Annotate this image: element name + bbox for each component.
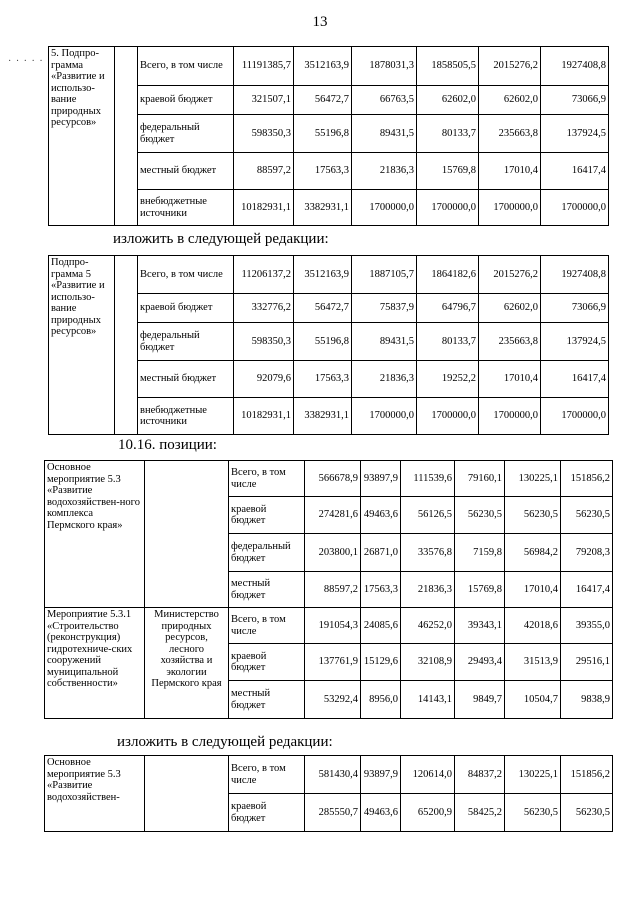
empty-cell <box>115 47 138 226</box>
amount-cell: 56472,7 <box>294 86 352 115</box>
budget-category: Всего, в том числе <box>229 461 305 497</box>
table-row <box>49 256 609 294</box>
amount-cell: 151856,2 <box>561 461 613 497</box>
amount-cell: 1887105,7 <box>352 256 417 294</box>
amount-cell: 33576,8 <box>401 534 455 572</box>
amount-cell: 598350,3 <box>234 323 294 361</box>
amount-cell: 1858505,5 <box>417 47 479 86</box>
amount-cell: 274281,6 <box>305 497 361 534</box>
amount-cell: 191054,3 <box>305 608 361 644</box>
budget-category: федеральный бюджет <box>138 323 234 361</box>
program-label: 5. Подпро-грамма «Развитие и использо-вание природных ресурсов» <box>49 47 115 226</box>
amount-cell: 235663,8 <box>479 115 541 153</box>
section-heading: 10.16. позиции: <box>118 437 217 453</box>
table-subprogram-5-old <box>48 46 609 226</box>
amount-cell: 73066,9 <box>541 86 609 115</box>
amount-cell: 56230,5 <box>561 794 613 832</box>
table-measure-5-3-old <box>44 460 613 719</box>
amount-cell: 16417,4 <box>561 572 613 608</box>
amount-cell: 11206137,2 <box>234 256 294 294</box>
amount-cell: 16417,4 <box>541 153 609 190</box>
amount-cell: 3512163,9 <box>294 256 352 294</box>
table-measure-5-3-new <box>44 755 613 832</box>
amount-cell: 56230,5 <box>505 794 561 832</box>
amount-cell: 14143,1 <box>401 681 455 719</box>
amount-cell: 17563,3 <box>294 153 352 190</box>
instruction-text: изложить в следующей редакции: <box>113 231 329 247</box>
amount-cell: 581430,4 <box>305 756 361 794</box>
amount-cell: 56230,5 <box>505 497 561 534</box>
amount-cell: 49463,6 <box>361 497 401 534</box>
amount-cell: 1700000,0 <box>352 398 417 435</box>
amount-cell: 64796,7 <box>417 294 479 323</box>
amount-cell: 46252,0 <box>401 608 455 644</box>
instruction-text-2: изложить в следующей редакции: <box>117 734 333 750</box>
amount-cell: 137924,5 <box>541 115 609 153</box>
budget-category: краевой бюджет <box>138 86 234 115</box>
measure-label: Основное мероприятие 5.3 «Развитие водохозяйствен-ного комплекса Пермского края» <box>45 461 145 608</box>
amount-cell: 53292,4 <box>305 681 361 719</box>
empty-cell <box>145 756 229 832</box>
amount-cell: 15129,6 <box>361 644 401 681</box>
amount-cell: 111539,6 <box>401 461 455 497</box>
budget-category: краевой бюджет <box>229 794 305 832</box>
amount-cell: 130225,1 <box>505 756 561 794</box>
table-row <box>45 608 613 644</box>
amount-cell: 2015276,2 <box>479 47 541 86</box>
amount-cell: 235663,8 <box>479 323 541 361</box>
amount-cell: 92079,6 <box>234 361 294 398</box>
table-subprogram-5-new <box>48 255 609 435</box>
amount-cell: 80133,7 <box>417 323 479 361</box>
amount-cell: 1864182,6 <box>417 256 479 294</box>
budget-category: краевой бюджет <box>229 497 305 534</box>
table-row <box>45 756 613 794</box>
amount-cell: 88597,2 <box>234 153 294 190</box>
amount-cell: 42018,6 <box>505 608 561 644</box>
amount-cell: 56126,5 <box>401 497 455 534</box>
measure-label: Мероприятие 5.3.1 «Строительство (реконструкция) гидротехниче-ских сооружений муниципальной собственности» <box>45 608 145 719</box>
amount-cell: 1927408,8 <box>541 256 609 294</box>
amount-cell: 17010,4 <box>479 361 541 398</box>
budget-category: местный бюджет <box>138 153 234 190</box>
amount-cell: 203800,1 <box>305 534 361 572</box>
empty-cell <box>115 256 138 435</box>
table-row <box>49 47 609 86</box>
amount-cell: 130225,1 <box>505 461 561 497</box>
amount-cell: 1700000,0 <box>479 398 541 435</box>
amount-cell: 16417,4 <box>541 361 609 398</box>
amount-cell: 31513,9 <box>505 644 561 681</box>
amount-cell: 120614,0 <box>401 756 455 794</box>
amount-cell: 15769,8 <box>417 153 479 190</box>
amount-cell: 1927408,8 <box>541 47 609 86</box>
amount-cell: 93897,9 <box>361 461 401 497</box>
amount-cell: 3382931,1 <box>294 190 352 226</box>
amount-cell: 17563,3 <box>361 572 401 608</box>
amount-cell: 3382931,1 <box>294 398 352 435</box>
amount-cell: 10182931,1 <box>234 398 294 435</box>
amount-cell: 19252,2 <box>417 361 479 398</box>
amount-cell: 88597,2 <box>305 572 361 608</box>
budget-category: Всего, в том числе <box>138 47 234 86</box>
amount-cell: 17563,3 <box>294 361 352 398</box>
budget-category: Всего, в том числе <box>229 608 305 644</box>
amount-cell: 332776,2 <box>234 294 294 323</box>
amount-cell: 21836,3 <box>352 361 417 398</box>
amount-cell: 17010,4 <box>479 153 541 190</box>
amount-cell: 1700000,0 <box>541 398 609 435</box>
budget-category: внебюджетные источники <box>138 398 234 435</box>
budget-category: федеральный бюджет <box>138 115 234 153</box>
amount-cell: 137761,9 <box>305 644 361 681</box>
amount-cell: 66763,5 <box>352 86 417 115</box>
amount-cell: 1700000,0 <box>417 398 479 435</box>
amount-cell: 93897,9 <box>361 756 401 794</box>
budget-category: Всего, в том числе <box>229 756 305 794</box>
amount-cell: 55196,8 <box>294 323 352 361</box>
amount-cell: 39343,1 <box>455 608 505 644</box>
page-number: 13 <box>312 14 328 30</box>
program-label: Подпро-грамма 5 «Развитие и использо-вание природных ресурсов» <box>49 256 115 435</box>
amount-cell: 49463,6 <box>361 794 401 832</box>
budget-category: внебюджетные источники <box>138 190 234 226</box>
program-label: Основное мероприятие 5.3 «Развитие водохозяйствен- <box>45 756 145 832</box>
responsible-executor <box>145 461 229 608</box>
budget-category: местный бюджет <box>229 572 305 608</box>
amount-cell: 321507,1 <box>234 86 294 115</box>
budget-category: федеральный бюджет <box>229 534 305 572</box>
budget-category: местный бюджет <box>229 681 305 719</box>
amount-cell: 8956,0 <box>361 681 401 719</box>
amount-cell: 1700000,0 <box>541 190 609 226</box>
amount-cell: 21836,3 <box>352 153 417 190</box>
amount-cell: 56984,2 <box>505 534 561 572</box>
responsible-executor: Министерство природных ресурсов, лесного хозяйства и экологии Пермского края <box>145 608 229 719</box>
amount-cell: 598350,3 <box>234 115 294 153</box>
amount-cell: 17010,4 <box>505 572 561 608</box>
amount-cell: 151856,2 <box>561 756 613 794</box>
amount-cell: 79160,1 <box>455 461 505 497</box>
amount-cell: 10504,7 <box>505 681 561 719</box>
amount-cell: 285550,7 <box>305 794 361 832</box>
amount-cell: 3512163,9 <box>294 47 352 86</box>
amount-cell: 2015276,2 <box>479 256 541 294</box>
amount-cell: 7159,8 <box>455 534 505 572</box>
amount-cell: 89431,5 <box>352 115 417 153</box>
amount-cell: 566678,9 <box>305 461 361 497</box>
amount-cell: 137924,5 <box>541 323 609 361</box>
amount-cell: 56230,5 <box>561 497 613 534</box>
amount-cell: 32108,9 <box>401 644 455 681</box>
amount-cell: 56230,5 <box>455 497 505 534</box>
amount-cell: 10182931,1 <box>234 190 294 226</box>
amount-cell: 1700000,0 <box>352 190 417 226</box>
amount-cell: 26871,0 <box>361 534 401 572</box>
amount-cell: 29493,4 <box>455 644 505 681</box>
amount-cell: 89431,5 <box>352 323 417 361</box>
budget-category: местный бюджет <box>138 361 234 398</box>
amount-cell: 62602,0 <box>479 294 541 323</box>
amount-cell: 11191385,7 <box>234 47 294 86</box>
budget-category: Всего, в том числе <box>138 256 234 294</box>
amount-cell: 1700000,0 <box>479 190 541 226</box>
amount-cell: 24085,6 <box>361 608 401 644</box>
amount-cell: 75837,9 <box>352 294 417 323</box>
amount-cell: 55196,8 <box>294 115 352 153</box>
amount-cell: 39355,0 <box>561 608 613 644</box>
amount-cell: 29516,1 <box>561 644 613 681</box>
amount-cell: 21836,3 <box>401 572 455 608</box>
amount-cell: 1878031,3 <box>352 47 417 86</box>
amount-cell: 62602,0 <box>479 86 541 115</box>
margin-marks: · · · · · <box>8 56 44 67</box>
amount-cell: 62602,0 <box>417 86 479 115</box>
budget-category: краевой бюджет <box>229 644 305 681</box>
amount-cell: 65200,9 <box>401 794 455 832</box>
amount-cell: 73066,9 <box>541 294 609 323</box>
amount-cell: 79208,3 <box>561 534 613 572</box>
table-row <box>45 461 613 497</box>
amount-cell: 15769,8 <box>455 572 505 608</box>
amount-cell: 84837,2 <box>455 756 505 794</box>
amount-cell: 9838,9 <box>561 681 613 719</box>
amount-cell: 58425,2 <box>455 794 505 832</box>
amount-cell: 9849,7 <box>455 681 505 719</box>
amount-cell: 56472,7 <box>294 294 352 323</box>
amount-cell: 80133,7 <box>417 115 479 153</box>
amount-cell: 1700000,0 <box>417 190 479 226</box>
budget-category: краевой бюджет <box>138 294 234 323</box>
